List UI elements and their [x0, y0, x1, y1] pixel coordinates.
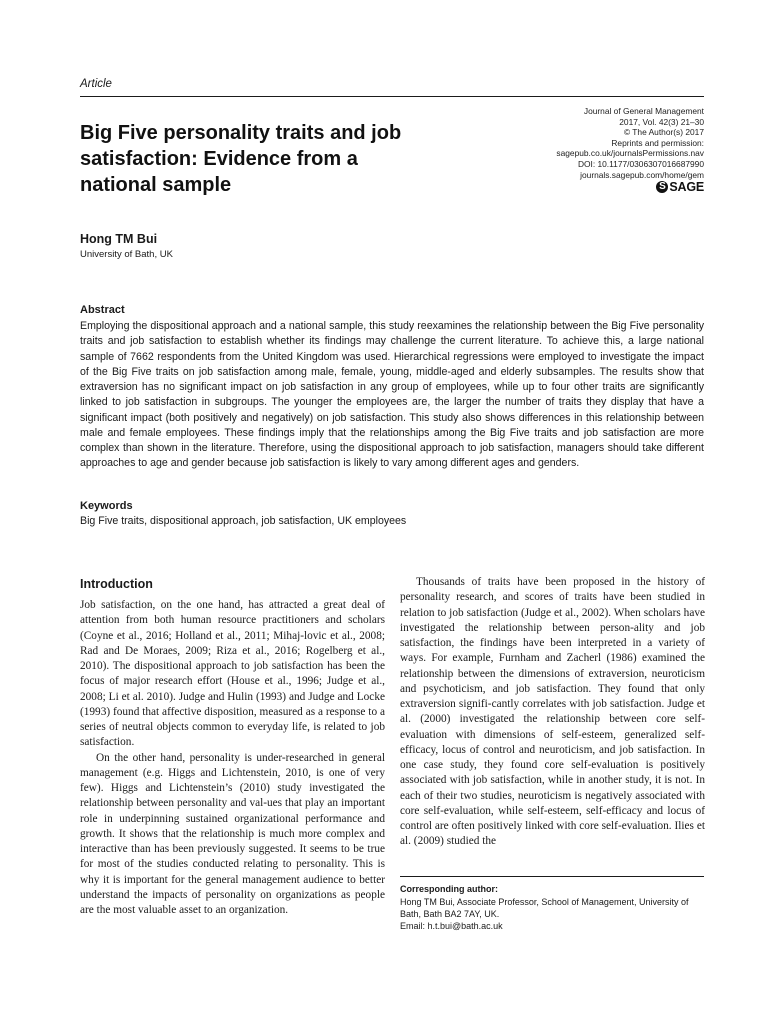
journal-name: Journal of General Management [583, 106, 704, 116]
corresponding-author-details [400, 896, 706, 932]
corresponding-author-email[interactable]: Email: h.t.bui@bath.ac.uk [400, 921, 503, 931]
author-affiliation: University of Bath, UK [80, 249, 173, 260]
intro-paragraph-1: Job satisfaction, on the one hand, has attracted a great deal of attention from both human resource practitioners and scholars (Coyne et al., 2016; Holland et al., 2011; Mihaj-lovic et al., 2008; Rad and De Moraes, 2009; Riza et al., 2016; Rogelberg et al., 2010). The dispositional approach to job satisfaction has been the focus of major research effort (House et al., 1996; Judge et al., 2008; Li et al. 2010). Judge and Hulin (1993) and Judge and Locke (1993) found that affective disposition, measured as a response to a series of neutral objects common to everyday life, is related to job satisfaction. [80, 599, 385, 749]
corresponding-author-address: Hong TM Bui, Associate Professor, School of Management, University of Bath, Bath BA2 7AY, UK. [400, 897, 689, 919]
sage-logo [656, 180, 704, 194]
journal-doi[interactable]: DOI: 10.1177/0306307016687990 [577, 158, 704, 169]
sage-logo-icon: S [656, 181, 668, 193]
left-column [80, 598, 385, 918]
journal-homepage-link[interactable]: journals.sagepub.com/home/gem [580, 169, 704, 180]
intro-paragraph-3: Thousands of traits have been proposed in the history of personality research, and scores of traits have been studied in relation to job satisfaction (Judge et al., 2002). When scholars have investigated the relationship between person-ality and job satisfaction, the findings have been interpreted in a variety of ways. For example, Furnham and Zacherl (1986) examined the relationship between the dimensions of extraversion, neuroticism and psychoticism, and job satisfaction. They found that only extraversion signifi-cantly correlates with job satisfaction. Judge et al. (2000) investigated the relationship between core self-evaluation with dimensions of self-esteem, generalized self-efficacy, locus of control and neuroticism, and job satisfaction. In one case study, they found core self-evaluation is positively associated with job satisfaction, while in another study, it is not. In each of their two studies, neuroticism is negatively associated with core self-evaluation, while self-esteem, self-efficacy and locus of control are often positively linked with core self-evaluation. Ilies et al. (2009) studied the [400, 576, 705, 848]
introduction-heading: Introduction [80, 577, 153, 591]
abstract-text: Employing the dispositional approach and a national sample, this study reexamines the relationship between the Big Five personality traits and job satisfaction to establish whether its findings may challenge the current literature. To achieve this, a large national sample of 7662 respondents from the United Kingdom was used. Hierarchical regressions were employed to investigate the impact of the Big Five traits on job satisfaction among male, female, young, middle-aged and elderly subsamples. The results show that extraversion has no significant impact on job satisfaction in any group of employees, while up to four other traits are significantly linked to job satisfaction in subgroups. The younger the employees are, the larger the number of traits they display that have a significant impact (both positively and negatively) on job satisfaction. This study also shows differences in this relationship between male and female employees. These findings imply that the relationships among the Big Five traits and job satisfaction are more complex than shown in the literature. Therefore, using the dispositional approach to job satisfaction, managers should take different approaches to age and gender because job satisfaction is likely to vary among different ages and genders. [80, 320, 704, 470]
corresponding-author-heading: Corresponding author: [400, 884, 498, 894]
article-title: Big Five personality traits and job satisfaction: Evidence from a national sample [80, 122, 402, 196]
journal-info [444, 106, 704, 180]
keywords-text: Big Five traits, dispositional approach, job satisfaction, UK employees [80, 515, 407, 527]
journal-copyright: © The Author(s) 2017 [623, 127, 704, 138]
intro-paragraph-2: On the other hand, personality is under-researched in general management (e.g. Higgs and Lichtenstein, 2010, is one of very few). Higgs and Lichtenstein’s (2010) study investigated the relationship between personality and val-ues that play an important role in underpinning sustained organizational performance and growth. It shows that the relationship is much more complex and interactive than has been previously suggested. It seems to be true for most of the studies conducted relating to personality. This is why it is important for the general management audience to better understand the impacts of personality on organizations as people are the most valuable asset to an organization. [80, 751, 385, 916]
footnote-rule [400, 876, 704, 877]
journal-reprints: Reprints and permission: [611, 137, 704, 148]
sage-logo-text: SAGE [669, 180, 704, 194]
abstract-heading: Abstract [80, 304, 125, 316]
journal-volume: 2017, Vol. 42(3) 21–30 [619, 116, 704, 127]
keywords-heading: Keywords [80, 500, 133, 512]
author-name: Hong TM Bui [80, 232, 158, 246]
right-column [400, 575, 705, 850]
journal-permissions-link[interactable]: sagepub.co.uk/journalsPermissions.nav [556, 148, 704, 159]
article-type-label: Article [80, 78, 112, 90]
header-rule [80, 96, 704, 97]
